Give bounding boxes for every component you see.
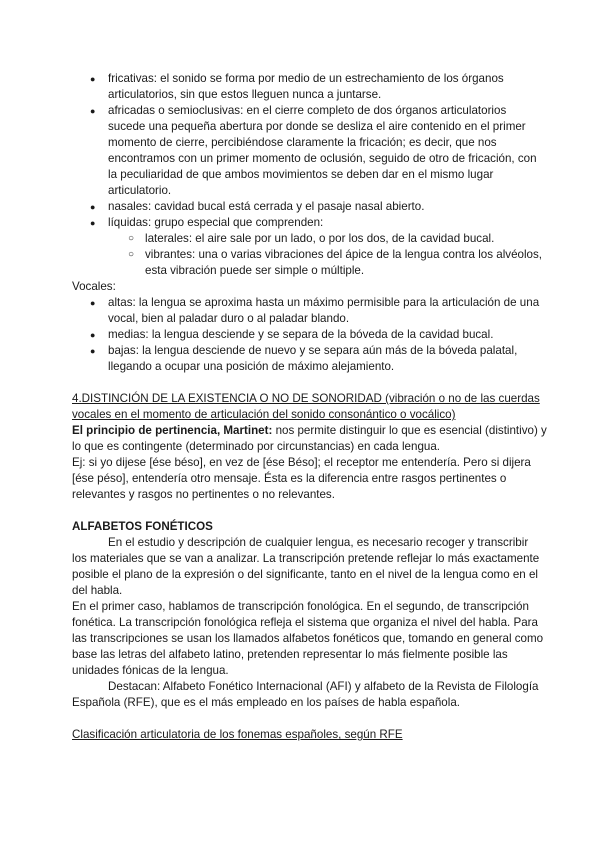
example-paragraph-cont: [ése péso], entendería otro mensaje. Ésta es la diferencia entre rasgos pertinentes o <box>72 472 507 485</box>
list-item-africadas-cont: articulatorio. <box>108 184 172 197</box>
list-item-africadas-cont: sucede una pequeña abertura por donde se desliza el aire contenido en el primer <box>108 120 526 133</box>
list-item-fricativas-cont: articulatorios, sin que estos lleguen nunca a juntarse. <box>108 88 382 101</box>
principle-paragraph-cont: lo que es contingente (determinado por circunstancias) en cada lengua. <box>72 440 441 453</box>
example-paragraph: Ej: si yo dijese [ése béso], en vez de [ése Béso]; el receptor me entendería. Pero si dijera <box>72 456 531 469</box>
list-item-nasales: nasales: cavidad bucal está cerrada y el pasaje nasal abierto. <box>108 200 425 213</box>
list-item-africadas-cont: encontramos con un primer momento de oclusión, seguido de otro de fricación, con <box>108 152 537 165</box>
list-item-altas-cont: vocal, bien al paladar duro o al paladar blando. <box>108 312 350 325</box>
alfabetos-heading: ALFABETOS FONÉTICOS <box>72 520 213 533</box>
list-item-medias: medias: la lengua desciende y se separa de la bóveda de la cavidad bucal. <box>108 328 494 341</box>
example-paragraph-cont: relevantes y rasgos no pertinentes o no relevantes. <box>72 488 335 501</box>
bullet-icon: ● <box>90 346 96 356</box>
alfabetos-paragraph-2-cont: base las letras del alfabeto latino, pretenden representar lo más fielmente posible las <box>72 648 508 661</box>
alfabetos-paragraph-2-cont: fonética. La transcripción fonológica refleja el sistema que organiza el nivel del habla. Para <box>72 616 538 629</box>
sub-bullet-icon: ○ <box>128 233 135 244</box>
alfabetos-paragraph-3-cont: Española (RFE), que es el más empleado en los países de habla española. <box>72 696 460 709</box>
section-4-heading: 4.DISTINCIÓN DE LA EXISTENCIA O NO DE SONORIDAD (vibración o no de las cuerdas <box>72 392 540 405</box>
sub-item-vibrantes-cont: esta vibración puede ser simple o múltiple. <box>145 264 365 277</box>
list-item-liquidas: líquidas: grupo especial que comprenden: <box>108 216 324 229</box>
clasificacion-heading: Clasificación articulatoria de los fonemas españoles, según RFE <box>72 728 403 741</box>
alfabetos-paragraph-cont: del habla. <box>72 584 123 597</box>
list-item-africadas: africadas o semioclusivas: en el cierre completo de dos órganos articulatorios <box>108 104 507 117</box>
alfabetos-paragraph-3: Destacan: Alfabeto Fonético Internacional (AFI) y alfabeto de la Revista de Filología <box>108 680 539 693</box>
section-4-heading-cont: vocales en el momento de articulación del sonido consonántico o vocálico) <box>72 408 456 421</box>
alfabetos-paragraph-2-cont: unidades fónicas de la lengua. <box>72 664 229 677</box>
bullet-icon: ● <box>90 74 96 84</box>
sub-item-laterales: laterales: el aire sale por un lado, o por los dos, de la cavidad bucal. <box>145 232 495 245</box>
list-item-bajas-cont: llegando a ocupar una posición de máximo alejamiento. <box>108 360 395 373</box>
bullet-icon: ● <box>90 298 96 308</box>
alfabetos-paragraph-2: En el primer caso, hablamos de transcripción fonológica. En el segundo, de transcripción <box>72 600 529 613</box>
principle-term: El principio de pertinencia, Martinet: <box>72 424 273 437</box>
bullet-icon: ● <box>90 202 96 212</box>
vocales-heading: Vocales: <box>72 280 116 293</box>
list-item-fricativas: fricativas: el sonido se forma por medio de un estrechamiento de los órganos <box>108 72 504 85</box>
alfabetos-paragraph: En el estudio y descripción de cualquier lengua, es necesario recoger y transcribir <box>108 536 529 549</box>
list-item-africadas-cont: la peculiaridad de que ambos movimientos se deben dar en el mismo lugar <box>108 168 494 181</box>
bullet-icon: ● <box>90 330 96 340</box>
principle-text: nos permite distinguir lo que es esencial (distintivo) y <box>272 424 547 437</box>
list-item-altas: altas: la lengua se aproxima hasta un máximo permisible para la articulación de una <box>108 296 540 309</box>
bullet-icon: ● <box>90 218 96 228</box>
bullet-icon: ● <box>90 106 96 116</box>
sub-item-vibrantes: vibrantes: una o varias vibraciones del ápice de la lengua contra los alvéolos, <box>145 248 543 261</box>
list-item-bajas: bajas: la lengua desciende de nuevo y se separa aún más de la bóveda palatal, <box>108 344 518 357</box>
sub-bullet-icon: ○ <box>128 249 135 260</box>
principle-paragraph <box>72 423 547 439</box>
list-item-africadas-cont: momento de cierre, percibiéndose claramente la fricación; es decir, que nos <box>108 136 497 149</box>
alfabetos-paragraph-cont: los materiales que se van a analizar. La transcripción pretende reflejar lo más exactamente <box>72 552 540 565</box>
alfabetos-paragraph-2-cont: las transcripciones se usan los llamados alfabetos fonéticos que, tomando en general como <box>72 632 544 645</box>
alfabetos-paragraph-cont: posible el plano de la expresión o del significante, tanto en el nivel de la lengua como en el <box>72 568 538 581</box>
